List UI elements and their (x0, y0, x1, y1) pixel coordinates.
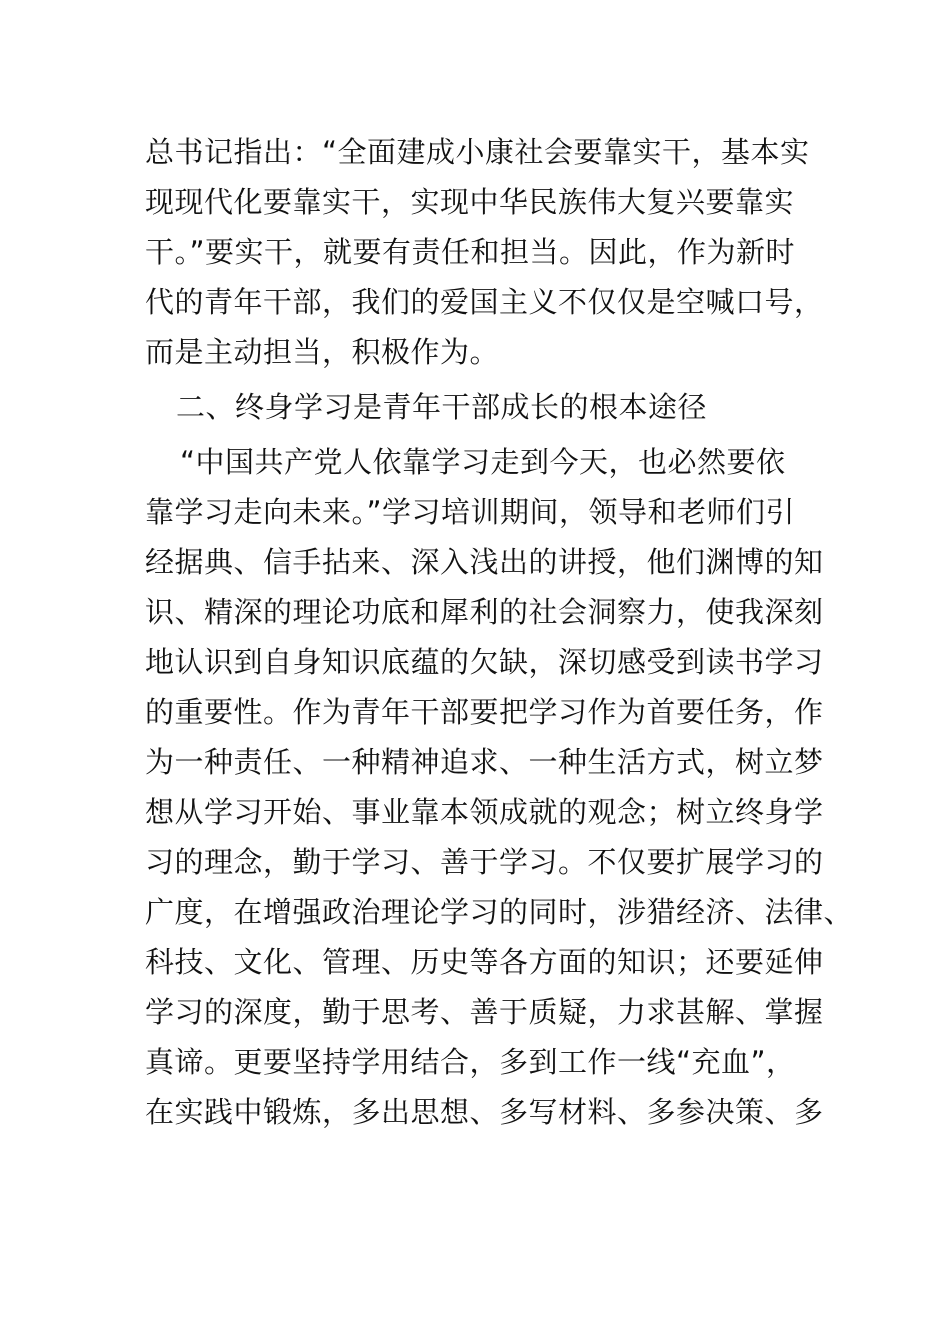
paragraph-2-line-5: 地认识到自身知识底蕴的欠缺，深切感受到读书学习 (145, 645, 824, 679)
paragraph-2-line-4: 识、精深的理论功底和犀利的社会洞察力，使我深刻 (145, 595, 824, 629)
paragraph-2-line-9: 习的理念，勤于学习、善于学习。不仅要扩展学习的 (145, 845, 824, 879)
paragraph-2-line-12: 学习的深度，勤于思考、善于质疑，力求甚解、掌握 (145, 995, 824, 1029)
paragraph-1-line-2: 现现代化要靠实干，实现中华民族伟大复兴要靠实 (145, 185, 795, 219)
paragraph-1-line-3: 干。”要实干，就要有责任和担当。因此，作为新时 (145, 235, 796, 269)
paragraph-2-line-3: 经据典、信手拈来、深入浅出的讲授，他们渊博的知 (145, 545, 824, 579)
paragraph-2-line-6: 的重要性。作为青年干部要把学习作为首要任务，作 (145, 695, 824, 729)
paragraph-2-line-13: 真谛。更要坚持学用结合，多到工作一线“充血”， (145, 1045, 796, 1079)
paragraph-2-line-2: 靠学习走向未来。”学习培训期间，领导和老师们引 (145, 495, 796, 529)
paragraph-1-line-5: 而是主动担当，积极作为。 (145, 335, 500, 369)
paragraph-1-line-4: 代的青年干部，我们的爱国主义不仅仅是空喊口号， (145, 285, 824, 319)
paragraph-2-line-7: 为一种责任、一种精神追求、一种生活方式，树立梦 (145, 745, 824, 779)
paragraph-2-line-1: “中国共产党人依靠学习走到今天，也必然要依 (180, 445, 786, 479)
paragraph-2-line-10: 广度，在增强政治理论学习的同时，涉猎经济、法律、 (145, 895, 854, 929)
paragraph-2-line-11: 科技、文化、管理、历史等各方面的知识；还要延伸 (145, 945, 824, 979)
paragraph-1-line-1: 总书记指出：“全面建成小康社会要靠实干，基本实 (145, 135, 810, 169)
paragraph-2-line-8: 想从学习开始、事业靠本领成就的观念；树立终身学 (145, 795, 824, 829)
paragraph-2-line-14: 在实践中锻炼，多出思想、多写材料、多参决策、多 (145, 1095, 824, 1129)
section-heading: 二、终身学习是青年干部成长的根本途径 (176, 390, 708, 424)
